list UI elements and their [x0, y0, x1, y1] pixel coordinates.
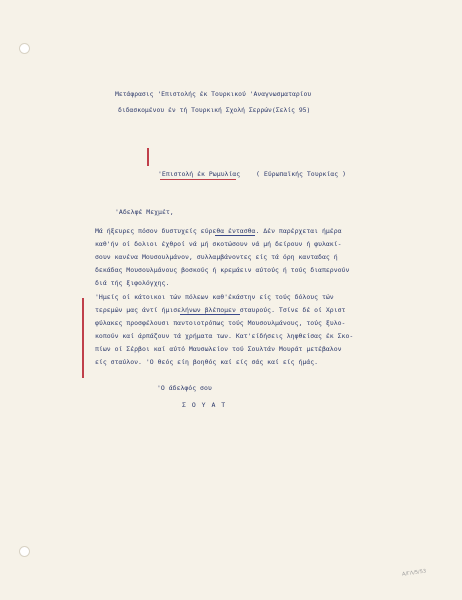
- body-line: είς σταύλον. 'Ο θεός είη βοηθός καί είς σάς καί είς ήμάς.: [95, 358, 319, 366]
- salutation: 'Αδελφέ Μεχμέτ,: [115, 208, 174, 216]
- body-line: Μά ήξευρες πόσον δυστυχείς εύρεθα έντασθα. Δέν παρέρχεται ήμέρα: [95, 227, 342, 235]
- closing-line: 'Ο άδελφός σου: [157, 384, 212, 392]
- signature: Σ Ο Υ Α Τ: [182, 401, 227, 409]
- body-line: καθ'ήν οί δολιοι έχθροί νά μή σκοτώσουν νά μή δείρουν ή φυλακί-: [95, 240, 342, 248]
- body-line: πίων οί Σέρβοι καί αύτό Μαυσωλείον τού Σουλτάν Μουράτ μετέβαλον: [95, 345, 342, 353]
- body-line: κοπούν καί άρπάζουν τά χρήματα των. Κατ'είδήσεις ληφθείσας έκ Σκο-: [95, 332, 354, 340]
- body-line: φύλακες προσφέλουσι παντοιοτρόπως τούς Μουσουλμάνους, τούς ξυλο-: [95, 319, 346, 327]
- body-line: διά τής ξιφολόγχης.: [95, 279, 170, 287]
- punch-hole-bottom: [19, 546, 30, 557]
- body-line: σουν κανένα Μουσουλμάνον, συλλαμβάνοντες είς τά όρη κανταδας ή: [95, 253, 338, 261]
- subtitle-right: ( Εύρωπαϊκής Τουρκίας ): [256, 170, 347, 178]
- subtitle-left: 'Επιστολή έκ Ρωμυλίας: [158, 170, 241, 178]
- body-line: τερεμών μας άντί ήμισελήνων βλέπομεν σταυρούς. Τσίνε δέ οί Χριστ: [95, 306, 346, 314]
- punch-hole-top: [19, 43, 30, 54]
- body-line: δεκάδας Μουσουλμάνους βοσκούς ή κρεμάειν αύτούς ή τούς διαπερνούν: [95, 266, 350, 274]
- body-line: 'Ημείς οί κάτοικοι τών πόλεων καθ'έκάστην είς τούς δόλους τών: [95, 293, 334, 301]
- subtitle-red-underline: [160, 179, 236, 180]
- archive-stamp: Α/ΓΛ/5/53: [401, 568, 427, 578]
- red-margin-mark-body: [82, 298, 84, 378]
- underline-stroke: [215, 235, 255, 236]
- red-margin-mark-top: [147, 148, 149, 166]
- title-line-1: Μετάφρασις 'Επιστολής έκ Τουρκικού 'Αναγνωσματαρίου: [115, 90, 312, 98]
- title-line-2: διδασκομένου έν τή Τουρκική Σχολή Σερρών(Σελίς 95): [118, 106, 311, 114]
- underline-stroke: [180, 314, 240, 315]
